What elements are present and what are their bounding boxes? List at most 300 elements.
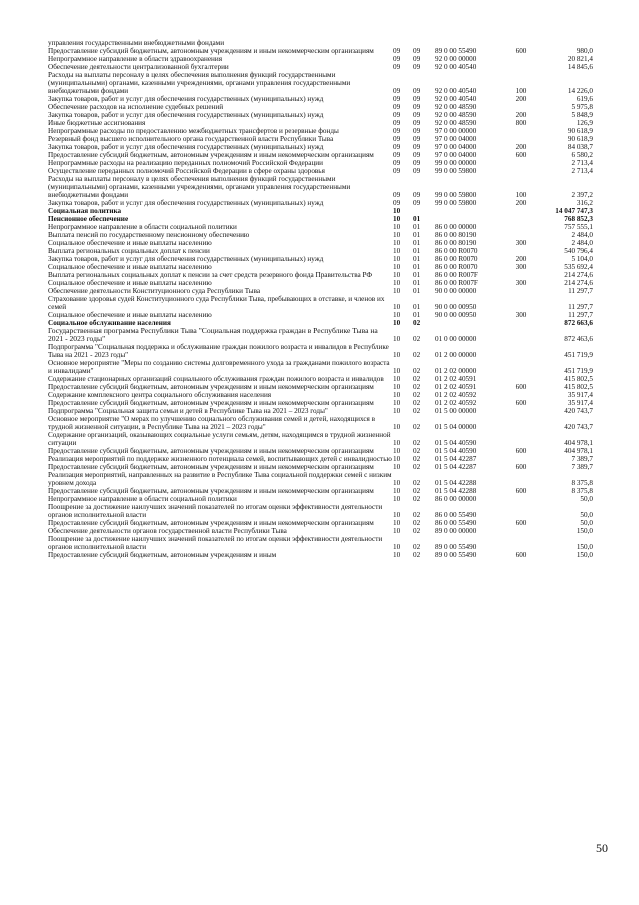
target-article-code: 86 0 00 00000	[435, 223, 477, 231]
subsection-code: 01	[413, 279, 421, 287]
amount: 420 743,7	[564, 407, 593, 415]
subsection-code: 09	[413, 151, 421, 159]
expense-type-code: 300	[515, 263, 527, 271]
table-row	[48, 527, 593, 535]
table-row	[48, 247, 593, 255]
subsection-code: 02	[413, 527, 421, 535]
table-row	[48, 287, 593, 295]
subsection-code: 02	[413, 391, 421, 399]
item-name: Резервный фонд высшего исполнительного органа государственной власти Республики Тыва	[48, 135, 334, 143]
table-row	[48, 39, 593, 47]
section-code: 10	[393, 527, 401, 535]
subsection-code: 02	[413, 487, 421, 495]
expense-type-code	[507, 287, 535, 295]
section-code: 10	[393, 391, 401, 399]
table-row	[48, 55, 593, 63]
item-name: Предоставление субсидий бюджетным, автономным учреждениям и иным некоммерческим организациям	[48, 151, 374, 159]
subsection-code: 01	[413, 239, 421, 247]
target-article-code: 90 0 00 00000	[435, 287, 477, 295]
section-code: 10	[393, 399, 401, 407]
table-row	[48, 63, 593, 71]
expense-type-code: 600	[515, 463, 527, 471]
subsection-code: 02	[413, 519, 421, 527]
expense-type-code	[507, 55, 535, 63]
item-name: Социальное обеспечение и иные выплаты населению	[48, 263, 212, 271]
expense-type-code	[507, 415, 535, 431]
subsection-code: 09	[413, 191, 421, 199]
section-code: 09	[393, 143, 401, 151]
expense-type-code	[507, 103, 535, 111]
expense-type-code: 200	[515, 255, 527, 263]
target-article-code: 01 5 04 40590	[435, 439, 477, 447]
subsection-code: 09	[413, 135, 421, 143]
item-name: Закупка товаров, работ и услуг для обеспечения государственных (муниципальных) нужд	[48, 255, 324, 263]
section-code: 10	[393, 511, 401, 519]
table-row	[48, 471, 593, 487]
amount: 84 038,7	[567, 143, 593, 151]
amount: 404 978,1	[564, 447, 593, 455]
subsection-code: 02	[413, 543, 421, 551]
table-row	[48, 343, 593, 359]
amount: 619,6	[576, 95, 593, 103]
expense-type-code	[507, 471, 535, 487]
table-row	[48, 151, 593, 159]
target-article-code: 86 0 00 R0070	[435, 247, 478, 255]
item-name: Социальная политика	[48, 207, 122, 215]
target-article-code: 86 0 00 R007F	[435, 279, 478, 287]
subsection-code: 09	[413, 47, 421, 55]
subsection-code: 09	[413, 111, 421, 119]
target-article-code: 92 0 00 40540	[435, 87, 477, 95]
section-code: 10	[393, 439, 401, 447]
target-article-code: 01 5 04 42287	[435, 455, 477, 463]
section-code: 10	[393, 247, 401, 255]
section-code: 09	[393, 159, 401, 167]
expense-type-code	[507, 391, 535, 399]
target-article-code: 92 0 00 00000	[435, 55, 477, 63]
subsection-code: 02	[413, 455, 421, 463]
amount: 50,0	[580, 519, 593, 527]
amount: 5 104,0	[571, 255, 593, 263]
section-code: 10	[393, 487, 401, 495]
item-name: Обеспечение деятельности централизованной бухгалтерии	[48, 63, 229, 71]
item-name: Поощрение за достижение наилучших значений показателей по итогам оценки эффективности деятельности органов исполнительной власти	[48, 503, 383, 519]
subsection-code: 02	[413, 351, 421, 359]
expense-type-code	[507, 319, 535, 327]
table-row	[48, 119, 593, 127]
section-code: 09	[393, 87, 401, 95]
subsection-code: 02	[413, 495, 421, 503]
subsection-code: 09	[413, 87, 421, 95]
amount: 980,0	[576, 47, 593, 55]
table-row	[48, 495, 593, 503]
subsection-code: 09	[413, 55, 421, 63]
subsection-code: 02	[413, 335, 421, 343]
section-code: 10	[393, 319, 401, 327]
target-article-code: 01 5 04 40590	[435, 447, 477, 455]
amount: 150,0	[576, 551, 593, 559]
item-name: Реализация мероприятий по поддержке жизненного потенциала семей, воспитывающих детей с инвалидностью	[48, 455, 392, 463]
amount: 535 692,4	[564, 263, 593, 271]
subsection-code: 02	[413, 511, 421, 519]
amount: 8 375,8	[571, 479, 593, 487]
table-row	[48, 327, 593, 343]
section-code: 09	[393, 47, 401, 55]
target-article-code: 92 0 00 48590	[435, 103, 477, 111]
table-row	[48, 223, 593, 231]
subsection-code: 02	[413, 439, 421, 447]
item-name: Предоставление субсидий бюджетным, автономным учреждениям и иным некоммерческим организациям	[48, 383, 374, 391]
subsection-code: 09	[413, 159, 421, 167]
target-article-code: 97 0 00 04000	[435, 135, 477, 143]
amount: 20 821,4	[567, 55, 593, 63]
target-article-code: 01 2 02 40591	[435, 383, 477, 391]
amount: 768 852,3	[564, 215, 593, 223]
section-code: 10	[393, 407, 401, 415]
expense-type-code: 300	[515, 279, 527, 287]
amount: 757 555,1	[564, 223, 593, 231]
subsection-code: 01	[413, 223, 421, 231]
target-article-code: 01 5 04 00000	[435, 423, 477, 431]
target-article-code: 92 0 00 40540	[435, 63, 477, 71]
target-article-code: 01 5 04 42288	[435, 487, 477, 495]
amount: 14 047 747,3	[555, 207, 593, 215]
item-name: Непрограммное направление в области социальной политики	[48, 495, 237, 503]
target-article-code: 99 0 00 59800	[435, 167, 477, 175]
expense-type-code: 300	[515, 311, 527, 319]
table-row	[48, 111, 593, 119]
expense-type-code	[507, 359, 535, 375]
table-row	[48, 551, 593, 559]
section-code: 09	[393, 55, 401, 63]
target-article-code: 97 0 00 00000	[435, 127, 477, 135]
expense-type-code: 600	[515, 447, 527, 455]
subsection-code: 09	[413, 63, 421, 71]
table-row	[48, 95, 593, 103]
target-article-code: 01 2 02 40592	[435, 391, 477, 399]
target-article-code	[435, 319, 507, 327]
item-name: Основное мероприятие "О мерах по улучшению социального обслуживания семей и детей, находящихся в трудной жизненной ситуации, в Республике Тыва на 2021 – 2023 годы"	[48, 415, 376, 431]
expense-type-code	[507, 127, 535, 135]
table-row	[48, 415, 593, 431]
item-name: Обеспечение деятельности органов государственной власти Республики Тыва	[48, 527, 287, 535]
subsection-code: 01	[413, 255, 421, 263]
item-name: Предоставление субсидий бюджетным, автономным учреждениям и иным некоммерческим организациям	[48, 399, 374, 407]
section-code	[393, 39, 413, 47]
target-article-code	[435, 207, 507, 215]
section-code: 09	[393, 191, 401, 199]
subsection-code: 02	[413, 383, 421, 391]
expense-type-code	[507, 207, 535, 215]
section-code: 10	[393, 447, 401, 455]
subsection-code: 01	[413, 271, 421, 279]
section-code: 10	[393, 423, 401, 431]
amount: 7 389,7	[571, 463, 593, 471]
section-code: 09	[393, 127, 401, 135]
expense-type-code	[507, 39, 535, 47]
table-row	[48, 455, 593, 463]
target-article-code: 86 0 00 55490	[435, 519, 477, 527]
item-name: Непрограммные расходы на реализацию переданных полномочий Российской Федерации	[48, 159, 323, 167]
section-code: 10	[393, 543, 401, 551]
section-code: 10	[393, 455, 401, 463]
table-row	[48, 167, 593, 175]
item-name: Иные бюджетные ассигнования	[48, 119, 146, 127]
section-code: 09	[393, 199, 401, 207]
target-article-code: 86 0 00 80190	[435, 231, 477, 239]
item-name: Осуществление переданных полномочий Российской Федерации в сфере охраны здоровья	[48, 167, 325, 175]
amount: 2 713,4	[571, 167, 593, 175]
amount: 11 297,7	[568, 311, 593, 319]
subsection-code: 02	[413, 463, 421, 471]
amount: 150,0	[576, 543, 593, 551]
amount: 415 802,5	[564, 383, 593, 391]
target-article-code: 01 2 02 00000	[435, 367, 477, 375]
expense-type-code: 600	[515, 551, 527, 559]
section-code: 10	[393, 263, 401, 271]
target-article-code: 89 0 00 55490	[435, 551, 477, 559]
amount: 150,0	[576, 527, 593, 535]
subsection-code: 01	[413, 247, 421, 255]
item-name: Непрограммное направление в области социальной политики	[48, 223, 237, 231]
item-name: Предоставление субсидий бюджетным, автономным учреждениям и иным некоммерческим организациям	[48, 447, 374, 455]
section-code: 10	[393, 335, 401, 343]
table-row	[48, 447, 593, 455]
amount: 50,0	[580, 511, 593, 519]
section-code: 10	[393, 479, 401, 487]
section-code: 10	[393, 351, 401, 359]
table-row	[48, 399, 593, 407]
target-article-code: 89 0 00 55490	[435, 543, 477, 551]
section-code: 09	[393, 95, 401, 103]
item-name: Содержание организаций, оказывающих социальные услуги семьям, детям, находящимся в трудной жизненной ситуации	[48, 431, 391, 447]
subsection-code: 01	[413, 311, 421, 319]
section-code: 09	[393, 63, 401, 71]
expense-type-code	[507, 495, 535, 503]
item-name: Реализация мероприятий, направленных на развитие в Республике Тыва социальной поддержки семей с низким уровнем дохода	[48, 471, 392, 487]
table-row	[48, 47, 593, 55]
subsection-code: 02	[413, 367, 421, 375]
subsection-code: 02	[413, 319, 421, 327]
subsection-code: 09	[413, 127, 421, 135]
item-name: Закупка товаров, работ и услуг для обеспечения государственных (муниципальных) нужд	[48, 143, 324, 151]
item-name: Поощрение за достижение наилучших значений показателей по итогам оценки эффективности деятельности органов исполнительной власти	[48, 535, 383, 551]
item-name: Содержание комплексного центра социального обслуживания населения	[48, 391, 272, 399]
table-row	[48, 255, 593, 263]
target-article-code: 01 2 00 00000	[435, 351, 477, 359]
amount: 5 848,9	[571, 111, 593, 119]
amount: 2 713,4	[571, 159, 593, 167]
subsection-code: 02	[413, 479, 421, 487]
subsection-code	[413, 207, 435, 215]
expense-type-code: 200	[515, 111, 527, 119]
amount: 451 719,9	[564, 367, 593, 375]
amount: 11 297,7	[568, 303, 593, 311]
table-row	[48, 407, 593, 415]
amount: 2 484,0	[571, 231, 593, 239]
amount: 420 743,7	[564, 423, 593, 431]
section-code: 10	[393, 367, 401, 375]
expense-type-code: 300	[515, 239, 527, 247]
amount: 872 463,6	[564, 335, 593, 343]
item-name: Выплата региональных социальных доплат к пенсии за счет средств резервного фонда Правительства РФ	[48, 271, 373, 279]
section-code: 10	[393, 375, 401, 383]
expense-type-code	[507, 431, 535, 447]
amount: 214 274,6	[564, 271, 593, 279]
item-name: Выплата пенсий по государственному пенсионному обеспечению	[48, 231, 250, 239]
item-name: Закупка товаров, работ и услуг для обеспечения государственных (муниципальных) нужд	[48, 95, 324, 103]
item-name: Расходы на выплаты персоналу в целях обеспечения выполнения функций государственными (муниципальными) органами, казенными учреждениями, органами управления государственными внебюджетными фондами	[48, 175, 351, 199]
subsection-code: 09	[413, 143, 421, 151]
expense-type-code	[507, 527, 535, 535]
expense-type-code	[507, 159, 535, 167]
budget-table	[48, 39, 593, 559]
target-article-code: 86 0 00 R0070	[435, 255, 478, 263]
target-article-code: 99 0 00 59800	[435, 191, 477, 199]
target-article-code: 99 0 00 59800	[435, 199, 477, 207]
target-article-code: 90 0 00 00950	[435, 311, 477, 319]
table-row	[48, 311, 593, 319]
item-name: Содержание стационарных организаций социального обслуживания граждан пожилого возраста и инвалидов	[48, 375, 384, 383]
amount: 451 719,9	[564, 351, 593, 359]
amount: 7 389,7	[571, 455, 593, 463]
expense-type-code: 100	[515, 191, 527, 199]
subsection-code: 01	[413, 303, 421, 311]
item-name: Предоставление субсидий бюджетным, автономным учреждениям и иным некоммерческим организациям	[48, 487, 374, 495]
item-name: Социальное обеспечение и иные выплаты населению	[48, 311, 212, 319]
expense-type-code	[507, 535, 535, 551]
amount: 872 663,6	[564, 319, 593, 327]
section-code: 10	[393, 311, 401, 319]
item-name: Предоставление субсидий бюджетным, автономным учреждениям и иным некоммерческим организациям	[48, 463, 374, 471]
item-name: Социальное обеспечение и иные выплаты населению	[48, 239, 212, 247]
target-article-code: 86 0 00 55490	[435, 511, 477, 519]
table-row	[48, 295, 593, 311]
target-article-code: 99 0 00 00000	[435, 159, 477, 167]
subsection-code: 09	[413, 103, 421, 111]
section-code: 10	[393, 551, 401, 559]
table-row	[48, 159, 593, 167]
amount: 5 975,8	[571, 103, 593, 111]
item-name: Закупка товаров, работ и услуг для обеспечения государственных (муниципальных) нужд	[48, 199, 324, 207]
table-row	[48, 175, 593, 199]
amount: 2 397,2	[571, 191, 593, 199]
expense-type-code	[507, 135, 535, 143]
target-article-code	[435, 215, 507, 223]
expense-type-code: 600	[515, 151, 527, 159]
item-name: Выплата региональных социальных доплат к пенсии	[48, 247, 210, 255]
expense-type-code	[507, 63, 535, 71]
expense-type-code	[507, 167, 535, 175]
section-code: 10	[393, 207, 401, 215]
table-row	[48, 215, 593, 223]
item-name: Страхование здоровья судей Конституционного суда Республики Тыва, пребывающих в отставке, и членов их семей	[48, 295, 385, 311]
table-row	[48, 391, 593, 399]
page-number: 50	[596, 841, 608, 855]
section-code: 10	[393, 271, 401, 279]
item-name: Закупка товаров, работ и услуг для обеспечения государственных (муниципальных) нужд	[48, 111, 324, 119]
item-name: Подпрограмма "Социальная поддержка и обслуживание граждан пожилого возраста и инвалидов в Республике Тыва на 2021 - 2023 годы"	[48, 343, 389, 359]
target-article-code: 97 0 00 04000	[435, 143, 477, 151]
table-row	[48, 71, 593, 95]
item-name: управления государственными внебюджетными фондами	[48, 39, 225, 47]
section-code: 10	[393, 303, 401, 311]
subsection-code: 02	[413, 447, 421, 455]
table-row	[48, 127, 593, 135]
target-article-code: 01 2 02 40591	[435, 375, 477, 383]
amount: 90 618,9	[567, 135, 593, 143]
expense-type-code: 200	[515, 143, 527, 151]
amount: 50,0	[580, 495, 593, 503]
subsection-code	[413, 39, 435, 47]
subsection-code: 01	[413, 231, 421, 239]
table-row	[48, 487, 593, 495]
item-name: Государственная программа Республики Тыва "Социальная поддержка граждан в Республике Тыва на 2021 - 2023 годы"	[48, 326, 378, 343]
amount: 404 978,1	[564, 439, 593, 447]
subsection-code: 02	[413, 399, 421, 407]
expense-type-code	[507, 223, 535, 231]
expense-type-code: 600	[515, 47, 527, 55]
table-row	[48, 199, 593, 207]
expense-type-code	[507, 271, 535, 279]
section-code: 10	[393, 231, 401, 239]
target-article-code: 92 0 00 48590	[435, 111, 477, 119]
table-row	[48, 519, 593, 527]
target-article-code: 86 0 00 00000	[435, 495, 477, 503]
subsection-code: 02	[413, 551, 421, 559]
expense-type-code	[507, 295, 535, 311]
target-article-code: 92 0 00 40540	[435, 95, 477, 103]
target-article-code: 01 5 00 00000	[435, 407, 477, 415]
expense-type-code	[507, 247, 535, 255]
section-code: 09	[393, 151, 401, 159]
expense-type-code: 800	[515, 119, 527, 127]
amount: 214 274,6	[564, 279, 593, 287]
section-code: 09	[393, 167, 401, 175]
amount	[535, 39, 593, 47]
target-article-code: 92 0 00 48590	[435, 119, 477, 127]
section-code: 10	[393, 223, 401, 231]
target-article-code: 01 5 04 42287	[435, 463, 477, 471]
subsection-code: 09	[413, 95, 421, 103]
table-row	[48, 263, 593, 271]
section-code: 10	[393, 495, 401, 503]
item-name: Предоставление субсидий бюджетным, автономным учреждениям и иным некоммерческим организациям	[48, 47, 374, 55]
subsection-code: 09	[413, 119, 421, 127]
section-code: 10	[393, 287, 401, 295]
section-code: 10	[393, 383, 401, 391]
amount: 316,2	[576, 199, 593, 207]
amount: 126,9	[576, 119, 593, 127]
item-name: Подпрограмма "Социальная защита семьи и детей в Республике Тыва на 2021 – 2023 годы"	[48, 407, 328, 415]
target-article-code: 01 2 02 40592	[435, 399, 477, 407]
table-row	[48, 383, 593, 391]
item-name: Предоставление субсидий бюджетным, автономным учреждениям и иным некоммерческим организациям	[48, 519, 374, 527]
subsection-code: 02	[413, 407, 421, 415]
subsection-code: 01	[413, 263, 421, 271]
table-row	[48, 239, 593, 247]
item-name: Обеспечение расходов на исполнение судебных решений	[48, 103, 224, 111]
item-name: Непрограммное направление в области здравоохранения	[48, 55, 223, 63]
expense-type-code	[507, 455, 535, 463]
target-article-code: 01 5 04 42288	[435, 479, 477, 487]
section-code: 10	[393, 279, 401, 287]
amount: 415 802,5	[564, 375, 593, 383]
section-code: 09	[393, 103, 401, 111]
item-name: Пенсионное обеспечение	[48, 215, 129, 223]
expense-type-code	[507, 231, 535, 239]
amount: 11 297,7	[568, 287, 593, 295]
